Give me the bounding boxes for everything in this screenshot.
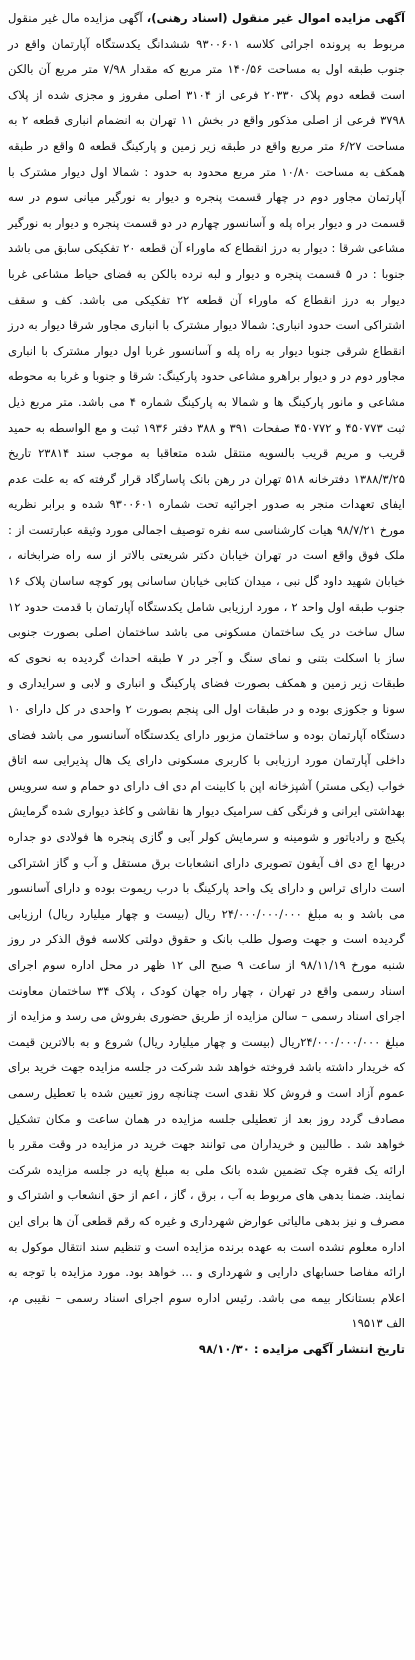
notice-body: آگهی مزایده مال غیر منقول مربوط به پرونده اجرائی کلاسه ۹۳۰۰۶۰۱ ششدانگ یکدستگاه آپارتمان واقع در جنوب طبقه اول به مساحت ۱۴۰/۵۶ متر مربع که مقدار ۷/۹۸ متر مربع آن بالکن است قطعه دوم پلاک ۲۰۳۳۰ فرعی از ۳۱۰۴ اصلی مفروز و مجزی شده از پلاک ۳۷۹۸ فرعی از اصلی مذکور واقع در بخش ۱۱ تهران به انضمام انباری قطعه ۲ به مساحت ۶/۲۷ متر مربع واقع در طبقه زیر زمین و پارکینگ قطعه ۵ واقع در طبقه همکف به مساحت ۱۰/۸۰ متر مربع محدود به حدود : شمالا اول دیوار مشترک با آپارتمان مجاور دوم در چهار قسمت پنجره و دیوار به نورگیر میانی سوم در سه قسمت در و دیوار براه پله و آسانسور چهارم در دو قسمت پنجره و دیوار به نورگیر مشاعی شرقا : دیوار به درز انقطاع که ماوراء آن قطعه ۲۰ تفکیکی سابق می باشد جنوبا : در ۵ قسمت پنجره و دیوار و لبه نرده بالکن به فضای حیاط مشاعی غربا دیوار به درز انقطاع که ماوراء آن قطعه ۲۲ تفکیکی می باشد. کف و سقف اشتراکی است حدود انباری: شمالا دیوار مشترک با انباری مجاور شرقا دیوار به درز انقطاع شرقی جنوبا دیوار به راه پله و آسانسور غربا اول دیوار مشترک با انباری مجاور دوم در و دیوار براهرو مشاعی حدود پارکینگ: شرقا و جنوبا و غربا به محوطه مشاعی و مانور پارکینگ ها و شمالا به پارکینگ شماره ۴ می باشد. متر مربع ذیل ثبت ۴۵۰۷۷۳ و ۴۵۰۷۷۲ صفحات ۳۹۱ و ۳۸۸ دفتر ۱۹۳۶ ثبت و مع الواسطه به حمید قریب و مریم قریب بالسویه منتقل شده متعاقبا به موجب سند ۲۳۸۱۴ تاریخ ۱۳۸۸/۳/۲۵ دفترخانه ۵۱۸ تهران در رهن بانک پاسارگاد قرار گرفته که به علت عدم ایفای تعهدات منجر به صدور اجرائیه تحت شماره ۹۳۰۰۶۰۱ شده و برابر نظریه مورخ ۹۸/۷/۲۱ هیات کارشناسی سه نفره توصیف اجمالی مورد وثیقه عبارتست از : ملک فوق واقع است در تهران خیابان دکتر شریعتی بالاتر از سه راه ضرابخانه ، خیابان شهید داود گل نبی ، میدان کتابی خیابان ساسانی پور کوچه ساسان پلاک ۱۶ جنوب طبقه اول واحد ۲ ، مورد ارزیابی شامل یکدستگاه آپارتمان با قدمت حدود ۱۲ سال ساخت در یک ساختمان مسکونی می باشد ساختمان اصلی بصورت جنوبی ساز با اسکلت بتنی و نمای سنگ و آجر در ۷ طبقه احداث گردیده به نحوی که طبقات زیر زمین و همکف بصورت فضای پارکینگ و انباری و لابی و سرایداری و سونا و جکوزی بوده و در طبقات اول الی پنجم بصورت ۲ واحدی در کل دارای ۱۰ دستگاه آپارتمان بوده و ساختمان مزبور دارای یکدستگاه آسانسور می باشد فضای داخلی آپارتمان مورد ارزیابی با کاربری مسکونی دارای یک هال پذیرایی سه اتاق خواب (یکی مستر) آشپزخانه اپن با کابینت ام دی اف دارای دو حمام و سه سرویس بهداشتی ایرانی و فرنگی کف سرامیک دیوار ها نقاشی و کاغذ دیواری شده گرمایش پکیج و رادیاتور و شومینه و سرمایش کولر آبی و گازی پنجره ها فولادی دو جداره دربها اچ دی اف آیفون تصویری دارای انشعابات برق مستقل و آب و گاز اشتراکی است دارای تراس و دارای یک واحد پارکینگ با درب ریموت بوده و دارای آسانسور می باشد و به مبلغ ۲۴/۰۰۰/۰۰۰/۰۰۰ ریال (بیست و چهار میلیارد ریال) ارزیابی گردیده است و جهت وصول طلب بانک و حقوق دولتی کلاسه فوق الذکر در روز شنبه مورخ ۹۸/۱۱/۱۹ از ساعت ۹ صبح الی ۱۲ ظهر در محل اداره سوم اجرای اسناد رسمی واقع در تهران ، چهار راه جهان کودک ، پلاک ۳۴ ساختمان معاونت اجرای اسناد رسمی – سالن مزایده از طریق حضوری بفروش می رسد و مزایده از مبلغ ۲۴/۰۰۰/۰۰۰/۰۰۰ریال (بیست و چهار میلیارد ریال) شروع و به بالاترین قیمت که خریدار داشته باشد فروخته خواهد شد شرکت در جلسه مزایده جهت خرید برای عموم آزاد است و فروش کلا نقدی است چنانچه روز تعیین شده با تعطیل رسمی مصادف گردد روز بعد از تعطیلی جلسه مزایده در همان ساعت و مکان تشکیل خواهد شد . طالبین و خریداران می توانند جهت خرید در مزایده در وقت مقرر با ارائه یک فقره چک تضمین شده بانک ملی به مبلغ پایه در جلسه مزایده شرکت نمایند. ضمنا بدهی های مربوط به آب ، برق ، گاز ، اعم از حق انشعاب و اشتراک و مصرف و نیز بدهی مالیاتی عوارض شهرداری و غیره که رقم قطعی آن ها برای این اداره معلوم نشده است به عهده برنده مزایده است و تنظیم سند انتقال موکول به ارائه مفاصا حسابهای دارایی و شهرداری و ... خواهد بود. مورد مزایده با توجه به اعلام بستانکار بیمه می باشد. رئیس اداره سوم اجرای اسناد رسمی – نقیبی م، الف ۱۹۵۱۳ bbox=[8, 11, 406, 1331]
notice-title: آگهی مزایده اموال غیر منقول (اسناد رهنی)، bbox=[146, 11, 405, 25]
publication-date: تاریخ انتشار آگهی مزایده : ۹۸/۱۰/۳۰ bbox=[198, 1341, 405, 1356]
